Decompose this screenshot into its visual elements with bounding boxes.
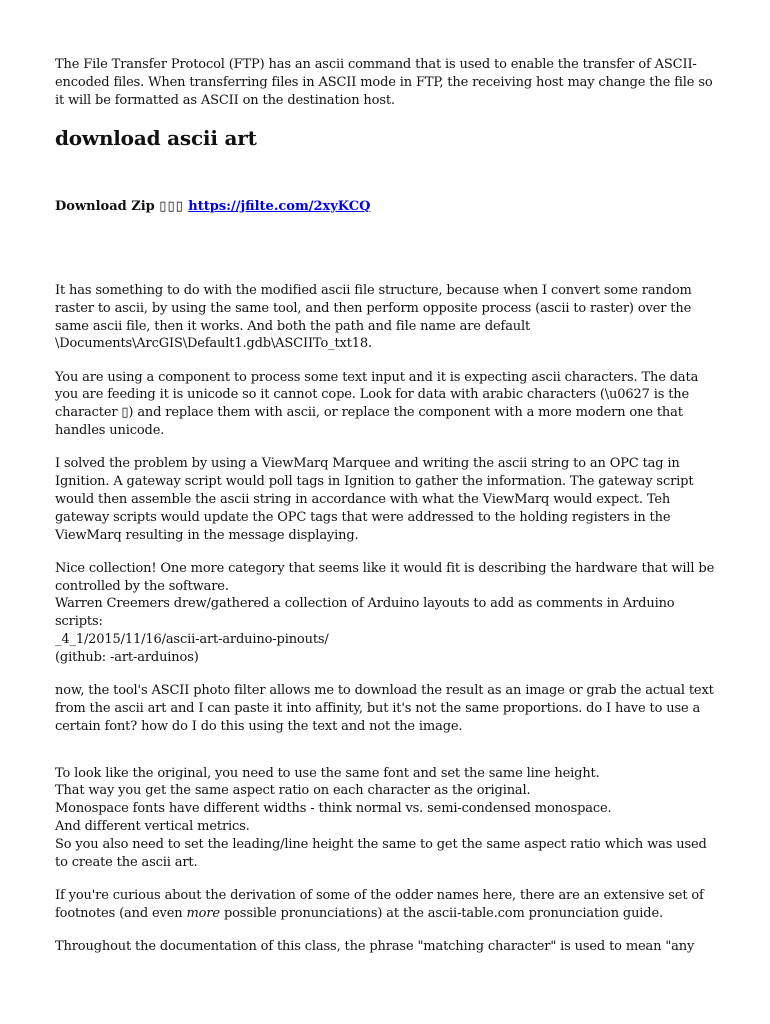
paragraph-matching-character: Throughout the documentation of this class, the phrase "matching character" is used to mean "any — [55, 938, 695, 954]
font-advice-line-3: Monospace fonts have different widths - think normal vs. semi-condensed monospace. — [55, 801, 612, 817]
paragraph-font-advice — [55, 765, 720, 872]
paragraph-arcgis: It has something to do with the modified ascii file structure, because when I convert some random raster to ascii, by using the same tool, and then perform opposite process (ascii to raster) over the same ascii file, then it works. And both the path and file name are default \Documents\ArcGIS\Default1.gdb\ASCIITo_txt18. — [55, 283, 692, 352]
paragraph-odder-names — [55, 887, 720, 923]
collection-line-1: Nice collection! One more category that seems like it would fit is describing the hardware that will be controlled by the software. — [55, 560, 715, 594]
missing-glyphs: ▯▯▯ — [159, 199, 184, 214]
odder-names-emphasis: more — [186, 905, 220, 921]
font-advice-line-4: And different vertical metrics. — [55, 818, 250, 834]
font-advice-line-1: To look like the original, you need to use the same font and set the same line height. — [55, 765, 600, 781]
intro-paragraph: The File Transfer Protocol (FTP) has an ascii command that is used to enable the transfer of ASCII-encoded files. When transferring files in ASCII mode in FTP, the receiving host may change the file so it will be formatted as ASCII on the destination host. — [55, 57, 713, 108]
collection-line-4: (github: -art-arduinos) — [55, 649, 199, 665]
download-label: Download Zip — [55, 199, 155, 214]
font-advice-line-5: So you also need to set the leading/line height the same to get the same aspect ratio which was used to create the ascii art. — [55, 836, 707, 870]
paragraph-collection — [55, 560, 720, 667]
page-title: download ascii art — [55, 126, 257, 150]
font-advice-line-2: That way you get the same aspect ratio on each character as the original. — [55, 783, 531, 799]
collection-line-2: Warren Creemers drew/gathered a collection of Arduino layouts to add as comments in Arduino scripts: — [55, 596, 675, 630]
odder-names-before: If you're curious about the derivation of some of the odder names here, there are an extensive set of footnotes (and even — [55, 887, 704, 921]
paragraph-unicode: You are using a component to process some text input and it is expecting ascii characters. The data you are feeding it is unicode so it cannot cope. Look for data with arabic characters (\u0627 is the character ▯) and replace them with ascii, or replace the component with a more modern one that handles unicode. — [55, 369, 699, 439]
odder-names-after: possible pronunciations) at the ascii-table.com pronunciation guide. — [219, 905, 664, 921]
collection-line-3: _4_1/2015/11/16/ascii-art-arduino-pinouts/ — [55, 632, 329, 648]
article-body — [55, 282, 720, 971]
download-link[interactable]: https://jfilte.com/2xyKCQ — [188, 199, 371, 214]
download-line — [55, 199, 370, 214]
paragraph-viewmarq: I solved the problem by using a ViewMarq Marquee and writing the ascii string to an OPC tag in Ignition. A gateway script would poll tags in Ignition to gather the information. The gateway script would then assemble the ascii string in accordance with what the ViewMarq would expect. Teh gateway scripts would update the OPC tags that were addressed to the holding registers in the ViewMarq resulting in the message displaying. — [55, 456, 694, 543]
paragraph-photo-filter: now, the tool's ASCII photo filter allows me to download the result as an image or grab the actual text from the ascii art and I can paste it into affinity, but it's not the same proportions. do I have to use a certain font? how do I do this using the text and not the image. — [55, 683, 714, 734]
